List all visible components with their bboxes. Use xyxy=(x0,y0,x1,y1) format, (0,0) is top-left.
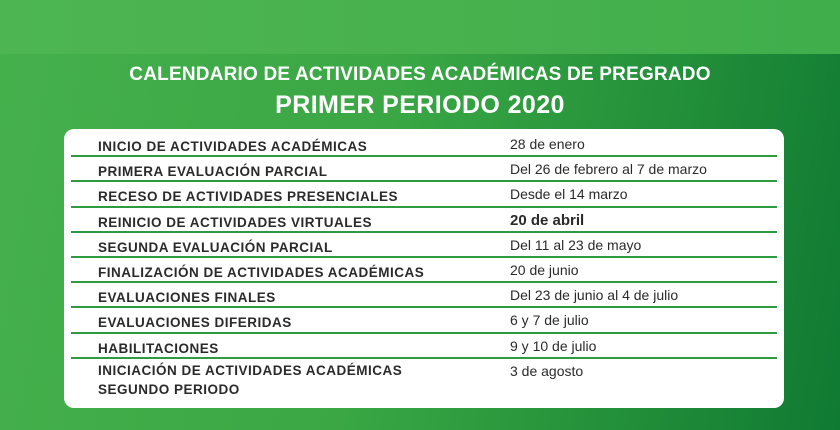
table-row xyxy=(71,208,777,233)
top-band xyxy=(0,0,840,54)
table-row xyxy=(71,132,777,157)
page-subtitle: PRIMER PERIODO 2020 xyxy=(275,91,565,119)
activity-cell: PRIMERA EVALUACIÓN PARCIAL xyxy=(98,164,328,180)
table-row xyxy=(71,359,777,407)
table-row xyxy=(71,283,777,308)
table-row xyxy=(71,334,777,359)
activity-cell: REINICIO DE ACTIVIDADES VIRTUALES xyxy=(98,214,373,230)
date-cell: Del 23 de junio al 4 de julio xyxy=(510,287,679,304)
table-row xyxy=(71,157,777,182)
activity-line-2: SEGUNDO PERIODO xyxy=(98,381,240,397)
date-cell: Desde el 14 marzo xyxy=(510,186,628,203)
date-cell: Del 26 de febrero al 7 de marzo xyxy=(510,161,707,178)
date-cell: 6 y 7 de julio xyxy=(510,312,589,329)
date-cell: 28 de enero xyxy=(510,136,585,152)
activity-cell: INICIO DE ACTIVIDADES ACADÉMICAS xyxy=(98,139,368,154)
activity-cell xyxy=(98,361,478,399)
activity-cell: FINALIZACIÓN DE ACTIVIDADES ACADÉMICAS xyxy=(98,264,425,280)
date-cell: 20 de abril xyxy=(510,211,585,229)
table-row xyxy=(71,308,777,333)
activity-line-1: INICIACIÓN DE ACTIVIDADES ACADÉMICAS xyxy=(98,362,403,378)
activity-cell: HABILITACIONES xyxy=(98,340,219,356)
date-cell: Del 11 al 23 de mayo xyxy=(510,236,642,253)
table-row xyxy=(71,233,777,258)
activity-cell: SEGUNDA EVALUACIÓN PARCIAL xyxy=(98,239,333,255)
activity-cell: EVALUACIONES FINALES xyxy=(98,290,276,306)
activity-cell: RECESO DE ACTIVIDADES PRESENCIALES xyxy=(98,189,399,205)
page-title: CALENDARIO DE ACTIVIDADES ACADÉMICAS DE PREGRADO xyxy=(129,64,711,85)
activity-cell: EVALUACIONES DIFERIDAS xyxy=(98,315,292,331)
table-row xyxy=(71,182,777,207)
date-cell: 3 de agosto xyxy=(510,362,584,379)
table-row xyxy=(71,258,777,283)
date-cell: 20 de junio xyxy=(510,261,579,278)
date-cell: 9 y 10 de julio xyxy=(510,337,597,354)
calendar-table xyxy=(64,129,784,408)
